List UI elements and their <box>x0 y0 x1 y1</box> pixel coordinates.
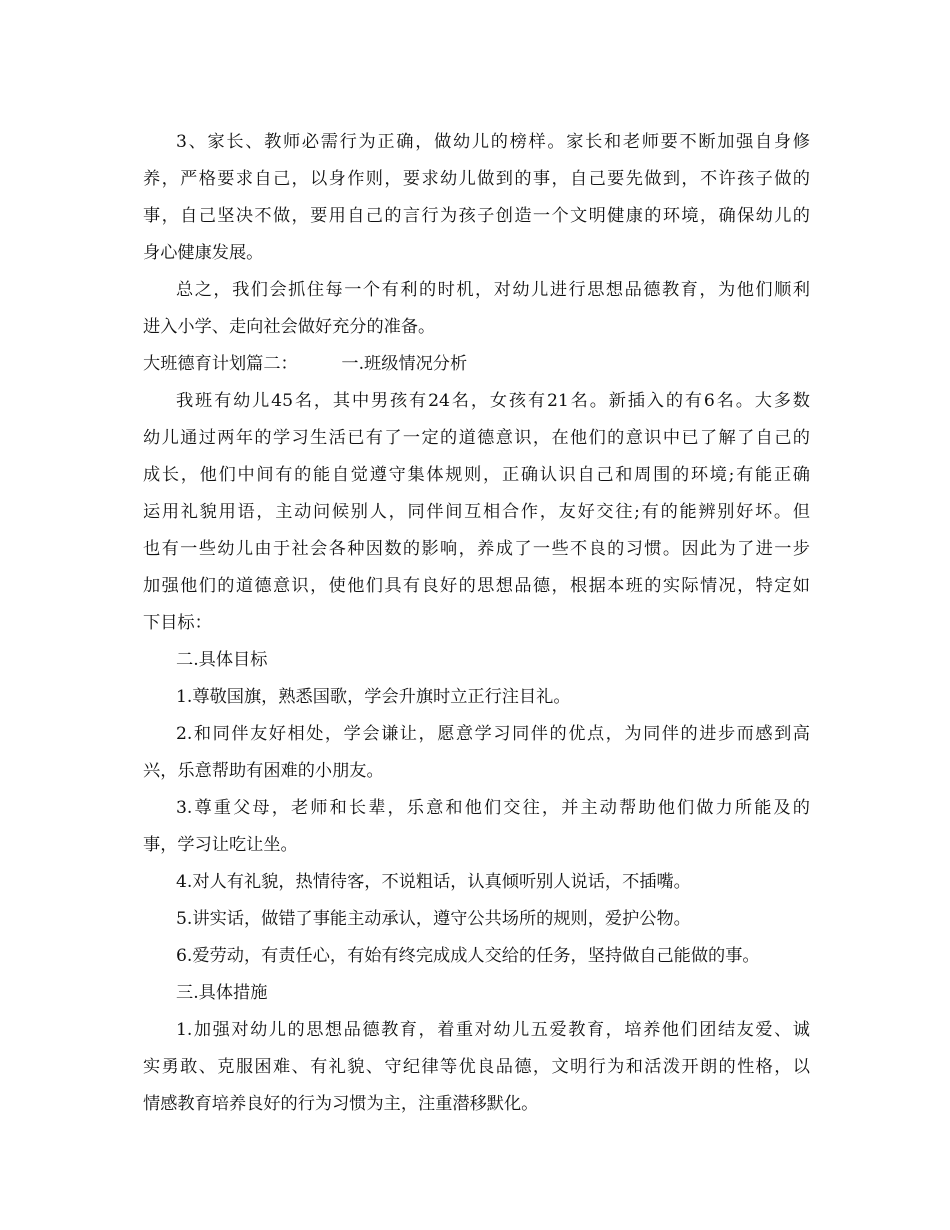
list-item: 6.爱劳动，有责任心，有始有终完成成人交给的任务，坚持做自己能做的事。 <box>176 946 760 966</box>
paragraph-line: 事，自己坚决不做，要用自己的言行为孩子创造一个文明健康的环境，确保幼儿的 <box>143 206 810 226</box>
section-heading: 二.具体目标 <box>176 650 268 670</box>
list-item: 5.讲实话，做错了事能主动承认，遵守公共场所的规则，爱护公物。 <box>176 909 691 929</box>
list-item: 1.尊敬国旗，熟悉国歌，学会升旗时立正行注目礼。 <box>176 687 571 707</box>
paragraph-line: 下目标： <box>143 613 212 633</box>
list-item-continuation: 事，学习让吃让坐。 <box>143 835 298 855</box>
paragraph-line: 幼儿通过两年的学习生活已有了一定的道德意识，在他们的意识中已了解了自己的 <box>143 428 810 448</box>
list-item-continuation: 情感教育培养良好的行为习惯为主，注重潜移默化。 <box>143 1094 539 1114</box>
paragraph-line: 养，严格要求自己，以身作则，要求幼儿做到的事，自己要先做到，不许孩子做的 <box>143 169 810 189</box>
list-item: 4.对人有礼貌，热情待客，不说粗话，认真倾听别人说话，不插嘴。 <box>176 872 691 892</box>
list-item: 1.加强对幼儿的思想品德教育，着重对幼儿五爱教育，培养他们团结友爱、诚 <box>176 1020 810 1040</box>
list-item: 3.尊重父母，老师和长辈，乐意和他们交往，并主动帮助他们做力所能及的 <box>176 798 810 818</box>
list-item-continuation: 实勇敢、克服困难、有礼貌、守纪律等优良品德，文明行为和活泼开朗的性格，以 <box>143 1057 810 1077</box>
paragraph-line: 我班有幼儿45名，其中男孩有24名，女孩有21名。新插入的有6名。大多数 <box>176 391 810 411</box>
section-heading: 大班德育计划篇二： 一.班级情况分析 <box>143 354 468 374</box>
section-heading: 三.具体措施 <box>176 983 268 1003</box>
paragraph-line: 进入小学、走向社会做好充分的准备。 <box>143 317 436 337</box>
paragraph-line: 加强他们的道德意识，使他们具有良好的思想品德，根据本班的实际情况，特定如 <box>143 576 810 596</box>
paragraph-line: 3、家长、教师必需行为正确，做幼儿的榜样。家长和老师要不断加强自身修 <box>176 132 810 152</box>
paragraph-line: 也有一些幼儿由于社会各种因数的影响，养成了一些不良的习惯。因此为了进一步 <box>143 539 810 559</box>
paragraph-line: 总之，我们会抓住每一个有利的时机，对幼儿进行思想品德教育，为他们顺利 <box>176 280 810 300</box>
paragraph-line: 身心健康发展。 <box>143 243 264 263</box>
paragraph-line: 成长，他们中间有的能自觉遵守集体规则，正确认识自己和周围的环境;有能正确 <box>143 465 810 485</box>
paragraph-line: 运用礼貌用语，主动问候别人，同伴间互相合作，友好交往;有的能辨别好坏。但 <box>143 502 810 522</box>
list-item-continuation: 兴，乐意帮助有困难的小朋友。 <box>143 761 384 781</box>
list-item: 2.和同伴友好相处，学会谦让，愿意学习同伴的优点，为同伴的进步而感到高 <box>176 724 810 744</box>
